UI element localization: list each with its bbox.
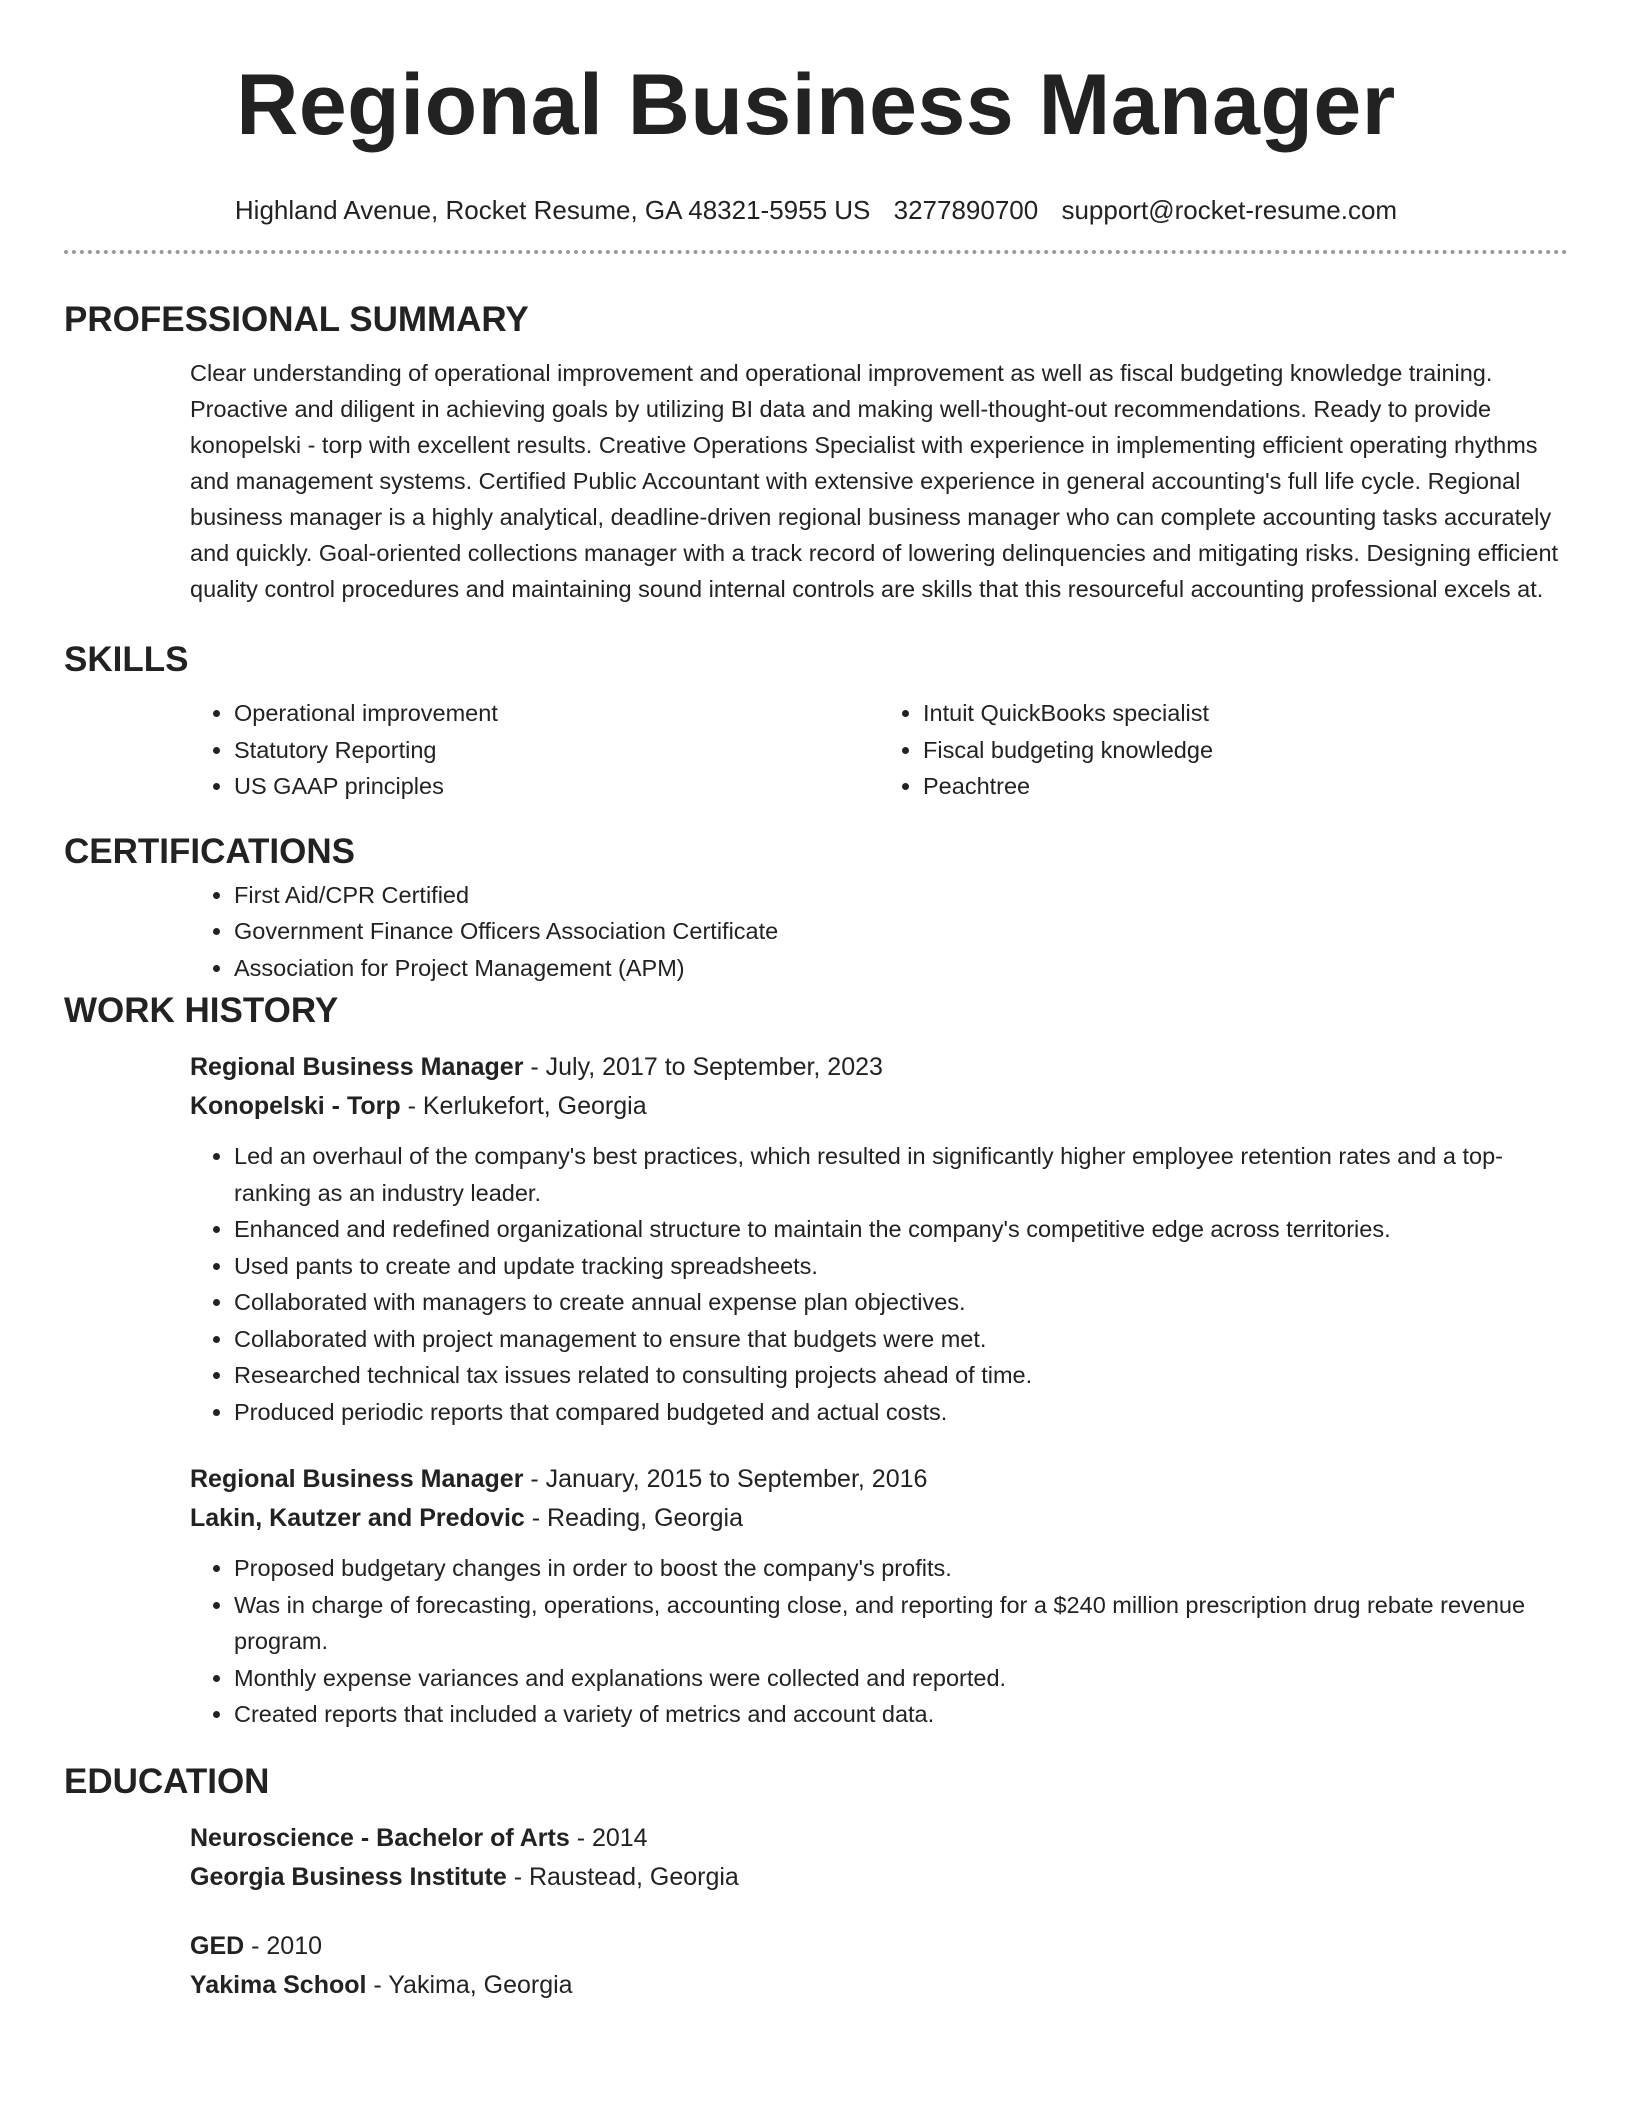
- contact-address: Highland Avenue, Rocket Resume, GA 48321-5955 US: [234, 195, 871, 225]
- job-bullet: • Used pants to create and update tracking spreadsheets.: [234, 1248, 1568, 1285]
- job-bullet: • Led an overhaul of the company's best practices, which resulted in significantly higher employee retention rates and a top-ranking as an industry leader.: [234, 1138, 1568, 1211]
- job-bullet: • Monthly expense variances and explanations were collected and reported.: [234, 1660, 1568, 1697]
- job-bullet: • Collaborated with project management to ensure that budgets were met.: [234, 1321, 1568, 1358]
- job-bullet: • Proposed budgetary changes in order to boost the company's profits.: [234, 1550, 1568, 1587]
- skills-section: [64, 635, 1568, 805]
- education-school-line: [190, 1858, 1568, 1897]
- certifications-section: [64, 827, 1568, 987]
- education-school-line: [190, 1966, 1568, 2005]
- skill-item: • Statutory Reporting: [234, 732, 879, 769]
- job-role-line: [190, 1048, 1568, 1087]
- certification-item: • First Aid/CPR Certified: [234, 877, 1568, 914]
- job-role: Regional Business Manager: [190, 1053, 524, 1081]
- work-history-section: [64, 986, 1568, 1733]
- education-degree: GED: [190, 1931, 245, 1960]
- skill-item: • Intuit QuickBooks specialist: [923, 695, 1568, 732]
- job-bullet: • Collaborated with managers to create annual expense plan objectives.: [234, 1284, 1568, 1321]
- job-dates: - January, 2015 to September, 2016: [523, 1465, 928, 1493]
- skills-list-right: [879, 695, 1568, 805]
- education-school: Georgia Business Institute: [190, 1862, 507, 1891]
- education-year: - 2010: [244, 1931, 323, 1960]
- job-company: Konopelski - Torp: [190, 1092, 401, 1120]
- skill-item: • US GAAP principles: [234, 768, 879, 805]
- job-role: Regional Business Manager: [190, 1465, 524, 1493]
- education-section: [64, 1757, 1568, 2005]
- summary-section: [64, 295, 1568, 607]
- job-role-line: [190, 1460, 1568, 1499]
- education-location: - Yakima, Georgia: [366, 1970, 573, 1999]
- skills-grid: [190, 695, 1568, 805]
- candidate-name: Regional Business Manager: [236, 57, 1396, 153]
- job-bullet: • Was in charge of forecasting, operations, accounting close, and reporting for a $240 million prescription drug rebate revenue program.: [234, 1587, 1568, 1660]
- job-bullet: • Produced periodic reports that compared budgeted and actual costs.: [234, 1394, 1568, 1431]
- skill-item: • Peachtree: [923, 768, 1568, 805]
- job-bullet: • Researched technical tax issues related to consulting projects ahead of time.: [234, 1357, 1568, 1394]
- resume-content: [64, 295, 1568, 2005]
- contact-email: support@rocket-resume.com: [1061, 195, 1398, 225]
- header-divider: [64, 250, 1568, 254]
- education-degree-line: [190, 1819, 1568, 1858]
- job-entry: [190, 1460, 1568, 1733]
- skill-item: • Fiscal budgeting knowledge: [923, 732, 1568, 769]
- job-location: - Reading, Georgia: [524, 1504, 744, 1532]
- job-entry: [190, 1048, 1568, 1430]
- education-degree-line: [190, 1927, 1568, 1966]
- certification-item: • Government Finance Officers Association Certificate: [234, 913, 1568, 950]
- job-bullet: • Created reports that included a variety of metrics and account data.: [234, 1696, 1568, 1733]
- education-entry: [190, 1819, 1568, 1897]
- job-bullets: [190, 1550, 1568, 1733]
- education-title: EDUCATION: [64, 1761, 270, 1801]
- job-company-line: [190, 1499, 1568, 1538]
- job-company-line: [190, 1087, 1568, 1126]
- education-school: Yakima School: [190, 1970, 367, 1999]
- resume-header: [0, 0, 1632, 228]
- skills-list-left: [190, 695, 879, 805]
- education-degree: Neuroscience - Bachelor of Arts: [190, 1823, 570, 1852]
- education-entry: [190, 1927, 1568, 2005]
- summary-title: PROFESSIONAL SUMMARY: [64, 300, 529, 339]
- certification-item: • Association for Project Management (APM): [234, 950, 1568, 987]
- job-bullets: [190, 1138, 1568, 1430]
- work-history-title: WORK HISTORY: [64, 991, 339, 1030]
- contact-line: [0, 192, 1632, 228]
- job-location: - Kerlukefort, Georgia: [400, 1092, 647, 1120]
- job-company: Lakin, Kautzer and Predovic: [190, 1504, 525, 1532]
- skills-title: SKILLS: [64, 640, 189, 679]
- education-location: - Raustead, Georgia: [506, 1862, 739, 1891]
- job-dates: - July, 2017 to September, 2023: [523, 1053, 883, 1081]
- education-year: - 2014: [569, 1823, 648, 1852]
- certifications-list: [190, 877, 1568, 987]
- summary-text: Clear understanding of operational improvement and operational improvement as well as fiscal budgeting knowledge training. Proactive and diligent in achieving goals by utilizing BI data and making well-thought-out recommendations. Ready to provide konopelski - torp with excellent results. Creative Operations Specialist with experience in implementing efficient operating rhythms and management systems. Certified Public Accountant with extensive experience in general accounting's full life cycle. Regional business manager is a highly analytical, deadline-driven regional business manager who can complete accounting tasks accurately and quickly. Goal-oriented collections manager with a track record of lowering delinquencies and mitigating risks. Designing efficient quality control procedures and maintaining sound internal controls are skills that this resourceful accounting professional excels at.: [190, 360, 1559, 602]
- skill-item: • Operational improvement: [234, 695, 879, 732]
- job-bullet: • Enhanced and redefined organizational structure to maintain the company's competitive edge across territories.: [234, 1211, 1568, 1248]
- contact-phone: 3277890700: [893, 195, 1039, 225]
- certifications-title: CERTIFICATIONS: [64, 831, 356, 871]
